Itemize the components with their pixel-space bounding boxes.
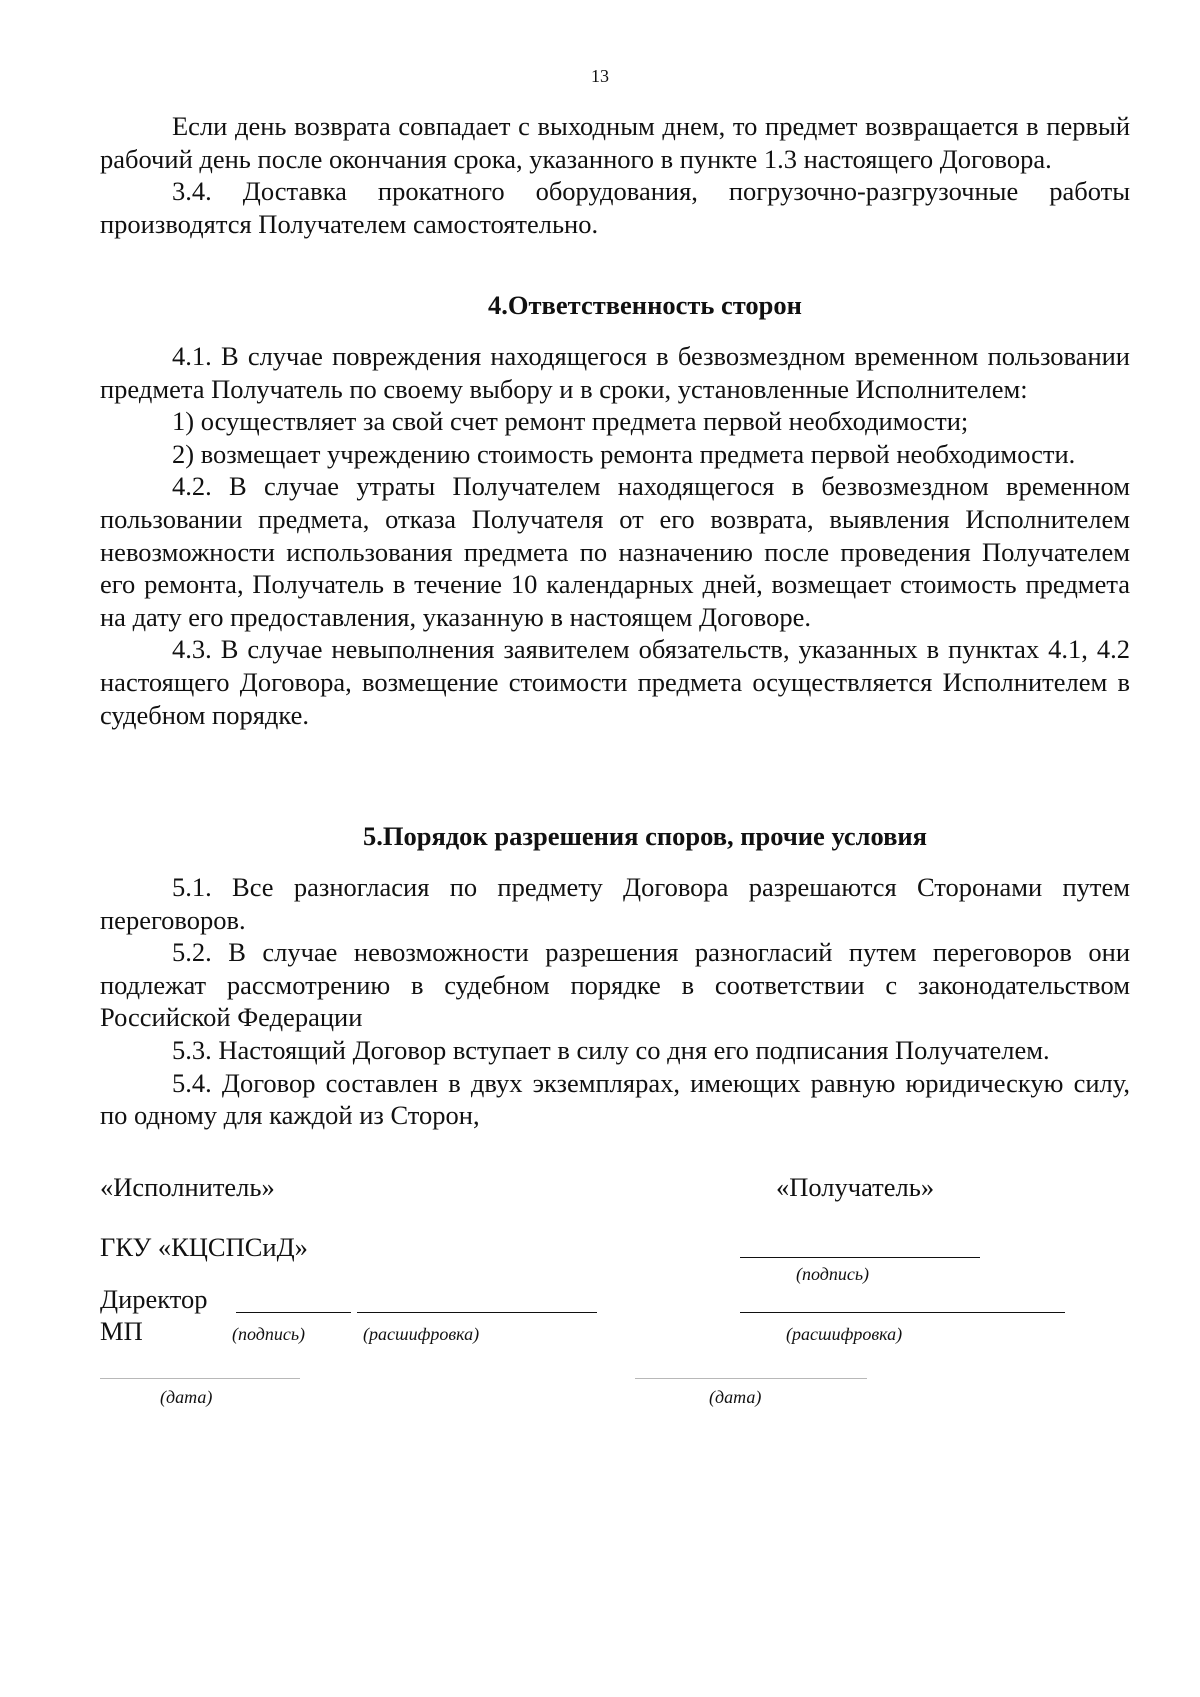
recipient-decode-line <box>740 1312 1065 1313</box>
executor-decode-caption: (расшифровка) <box>363 1324 480 1344</box>
executor-org: ГКУ «КЦСПСиД» <box>100 1232 308 1262</box>
executor-date-line <box>100 1378 300 1379</box>
paragraph-return-day: Если день возврата совпадает с выходным днем, то предмет возвращается в первый рабочий день после окончания срока, указанного в пункте 1.3 настоящего Договора. <box>100 111 1130 174</box>
page-number: 13 <box>591 66 609 86</box>
paragraph-5-3: 5.3. Настоящий Договор вступает в силу со дня его подписания Получателем. <box>172 1034 1050 1065</box>
recipient-decode-caption: (расшифровка) <box>786 1324 903 1344</box>
recipient-signature-line <box>740 1257 980 1258</box>
executor-date-caption: (дата) <box>160 1387 213 1407</box>
recipient-signature-caption: (подпись) <box>796 1264 870 1284</box>
section-4-body <box>100 340 1130 731</box>
executor-signature-line <box>236 1312 351 1313</box>
paragraph-4-1: 4.1. В случае повреждения находящегося в безвозмездном временном пользовании предмета Получатель по своему выбору и в сроки, установленные Исполнителем: <box>100 341 1130 404</box>
section-5-title: 5.Порядок разрешения споров, прочие условия <box>362 821 928 851</box>
executor-position: Директор <box>100 1284 208 1314</box>
list-item-2: 2) возмещает учреждению стоимость ремонта предмета первой необходимости. <box>172 438 1076 469</box>
intro-block <box>100 110 1130 240</box>
recipient-date-line <box>635 1378 867 1379</box>
paragraph-4-3: 4.3. В случае невыполнения заявителем обязательств, указанных в пунктах 4.1, 4.2 настоящего Договора, возмещение стоимости предмета осуществляется Исполнителем в судебном порядке. <box>100 634 1130 730</box>
executor-signature-caption: (подпись) <box>232 1324 306 1344</box>
paragraph-5-4: 5.4. Договор составлен в двух экземплярах, имеющих равную юридическую силу, по одному для каждой из Сторон, <box>100 1067 1130 1131</box>
section-5-body <box>100 871 1130 1132</box>
executor-label: «Исполнитель» <box>100 1172 275 1202</box>
executor-decode-line <box>357 1312 597 1313</box>
executor-stamp: МП <box>100 1316 143 1346</box>
paragraph-5-1: 5.1. Все разногласия по предмету Договора разрешаются Сторонами путем переговоров. <box>100 872 1130 935</box>
paragraph-5-2: 5.2. В случае невозможности разрешения разногласий путем переговоров они подлежат рассмотрению в судебном порядке в соответствии с законодательством Российской Федерации <box>100 937 1130 1033</box>
section-4-title: 4.Ответственность сторон <box>488 290 802 320</box>
list-item-1: 1) осуществляет за свой счет ремонт предмета первой необходимости; <box>172 406 969 437</box>
recipient-label: «Получатель» <box>776 1172 935 1202</box>
recipient-date-caption: (дата) <box>709 1387 762 1407</box>
paragraph-4-2: 4.2. В случае утраты Получателем находящегося в безвозмездном временном пользовании предмета, отказа Получателя от его возврата, выявления Исполнителем невозможности использования предмета по назначению после проведения Получателем его ремонта, Получатель в течение 10 календарных дней, возмещает стоимость предмета на дату его предоставления, указанную в настоящем Договоре. <box>100 471 1130 632</box>
paragraph-3-4: 3.4. Доставка прокатного оборудования, погрузочно-разгрузочные работы производятся Получателем самостоятельно. <box>100 176 1130 239</box>
